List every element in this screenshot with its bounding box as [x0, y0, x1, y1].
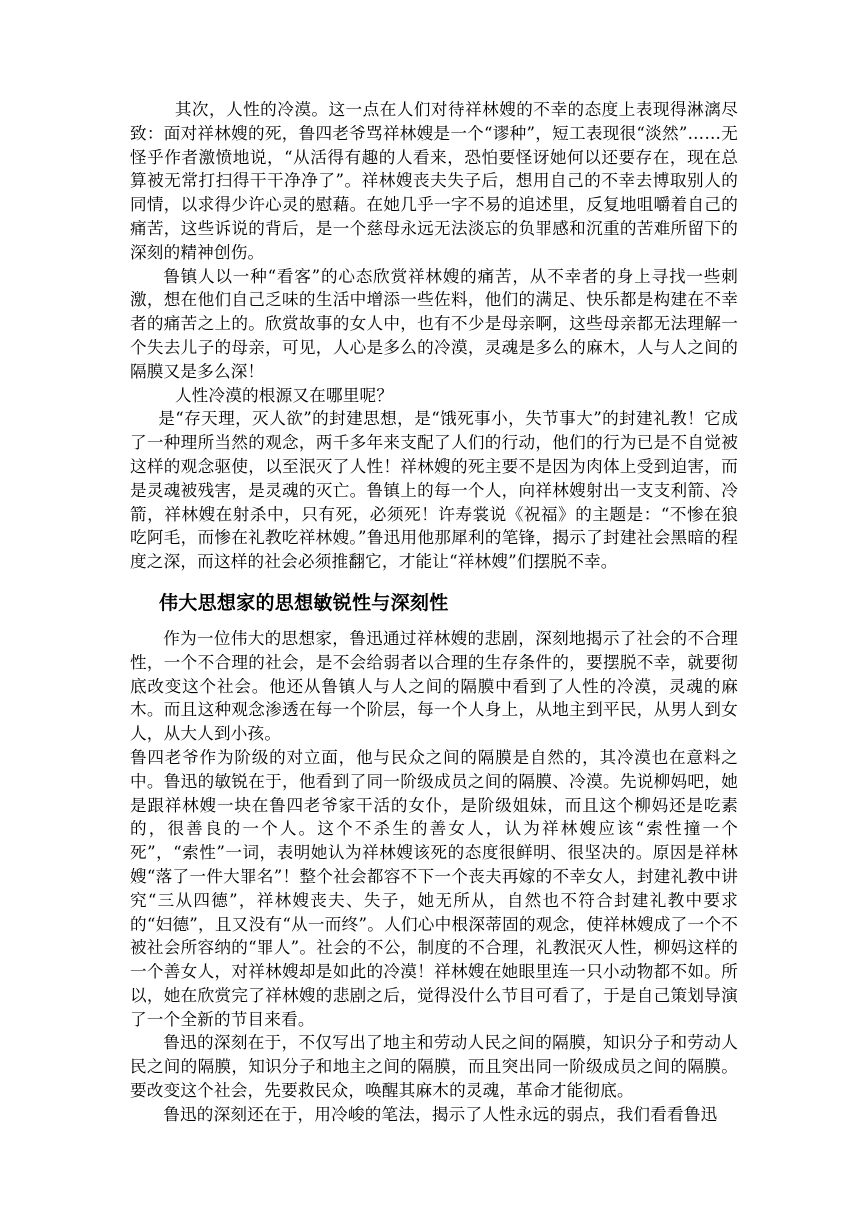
paragraph-luxun-depth-continued: 鲁迅的深刻还在于，用冷峻的笔法，揭示了人性永远的弱点，我们看看鲁迅	[163, 1104, 718, 1124]
paragraph-luxun-acuity: 鲁四老爷作为阶级的对立面，他与民众之间的隔膜是自然的，其冷漠也在意料之中。鲁迅的敏锐在于，他看到了同一阶级成员之间的隔膜、冷漠。先说柳妈吧，她是跟祥林嫂一块在鲁四老爷家干活的女仆，是阶级姐妹，而且这个柳妈还是吃素的，很善良的一个人。这个不杀生的善女人，认为祥林嫂应该“索性撞一个死”，“索性”一词，表明她认为祥林嫂该死的态度很鲜明、很坚决的。原因是祥林嫂“落了一件大罪名”！整个社会都容不下一个丧夫再嫁的不幸女人，封建礼教中讲究“三从四德”，祥林嫂丧夫、失子，她无所从，自然也不符合封建礼教中要求的“妇德”，且又没有“从一而终”。人们心中根深蒂固的观念，使祥林嫂成了一个不被社会所容纳的“罪人”。社会的不公，制度的不合理，礼教泯灭人性，柳妈这样的一个善女人，对祥林嫂却是如此的冷漠！祥林嫂在她眼里连一只小动物都不如。所以，她在欣赏完了祥林嫂的悲剧之后，觉得没什么节目可看了，于是自己策划导演了一个全新的节目来看。	[130, 747, 738, 1029]
paragraph-feudal-ethics: 是“存天理，灭人欲”的封建思想，是“饿死事小，失节事大”的封建礼教！它成了一种理所当然的观念，两千多年来支配了人们的行动，他们的行为已是不自觉被这样的观念驱使，以至泯灭了人性！祥林嫂的死主要不是因为肉体上受到迫害，而是灵魂被残害，是灵魂的灭亡。鲁镇上的每一个人，向祥林嫂射出一支支利箭、冷箭，祥林嫂在射杀中，只有死，必须死！许寿裳说《祝福》的主题是：“不惨在狼吃阿毛，而惨在礼教吃祥林嫂。”鲁迅用他那犀利的笔锋，揭示了封建社会黑暗的程度之深，而这样的社会必须推翻它，才能让“祥林嫂”们摆脱不幸。	[130, 409, 738, 572]
section-heading: 伟大思想家的思想敏锐性与深刻性	[159, 591, 449, 614]
paragraph-spectators: 鲁镇人以一种“看客”的心态欣赏祥林嫂的痛苦，从不幸者的身上寻找一些刺激，想在他们自己乏味的生活中增添一些佐料，他们的满足、快乐都是构建在不幸者的痛苦之上的。欣赏故事的女人中，也有不少是母亲啊，这些母亲都无法理解一个失去儿子的母亲，可见，人心是多么的冷漠，灵魂是多么的麻木，人与人之间的隔膜又是多么深！	[130, 266, 738, 381]
paragraph-great-thinker: 作为一位伟大的思想家，鲁迅通过祥林嫂的悲剧，深刻地揭示了社会的不合理性，一个不合理的社会，是不会给弱者以合理的生存条件的，要摆脱不幸，就要彻底改变这个社会。他还从鲁镇人与人之间的隔膜中看到了人性的冷漠，灵魂的麻木。而且这种观念渗透在每一个阶层，每一个人身上，从地主到平民，从男人到女人，从大人到小孩。	[130, 628, 738, 744]
paragraph-human-coldness: 其次，人性的冷漠。这一点在人们对待祥林嫂的不幸的态度上表现得淋漓尽致：面对祥林嫂的死，鲁四老爷骂祥林嫂是一个“谬种”，短工表现很“淡然”……无怪乎作者激愤地说，“从活得有趣的人看来，恐怕要怪讶她何以还要存在，现在总算被无常打扫得干干净净了”。祥林嫂丧夫失子后，想用自己的不幸去博取别人的同情，以求得少许心灵的慰藉。在她几乎一字不易的追述里，反复地咀嚼着自己的痛苦，这些诉说的背后，是一个慈母永远无法淡忘的负罪感和沉重的苦难所留下的深刻的精神创伤。	[130, 100, 738, 262]
paragraph-luxun-depth: 鲁迅的深刻在于，不仅写出了地主和劳动人民之间的隔膜，知识分子和劳动人民之间的隔膜，知识分子和地主之间的隔膜，而且突出同一阶级成员之间的隔膜。要改变这个社会，先要救民众，唤醒其麻木的灵魂，革命才能彻底。	[130, 1033, 738, 1101]
document-body	[130, 98, 738, 1127]
paragraph-root-question: 人性冷漠的根源又在哪里呢？	[174, 385, 394, 405]
